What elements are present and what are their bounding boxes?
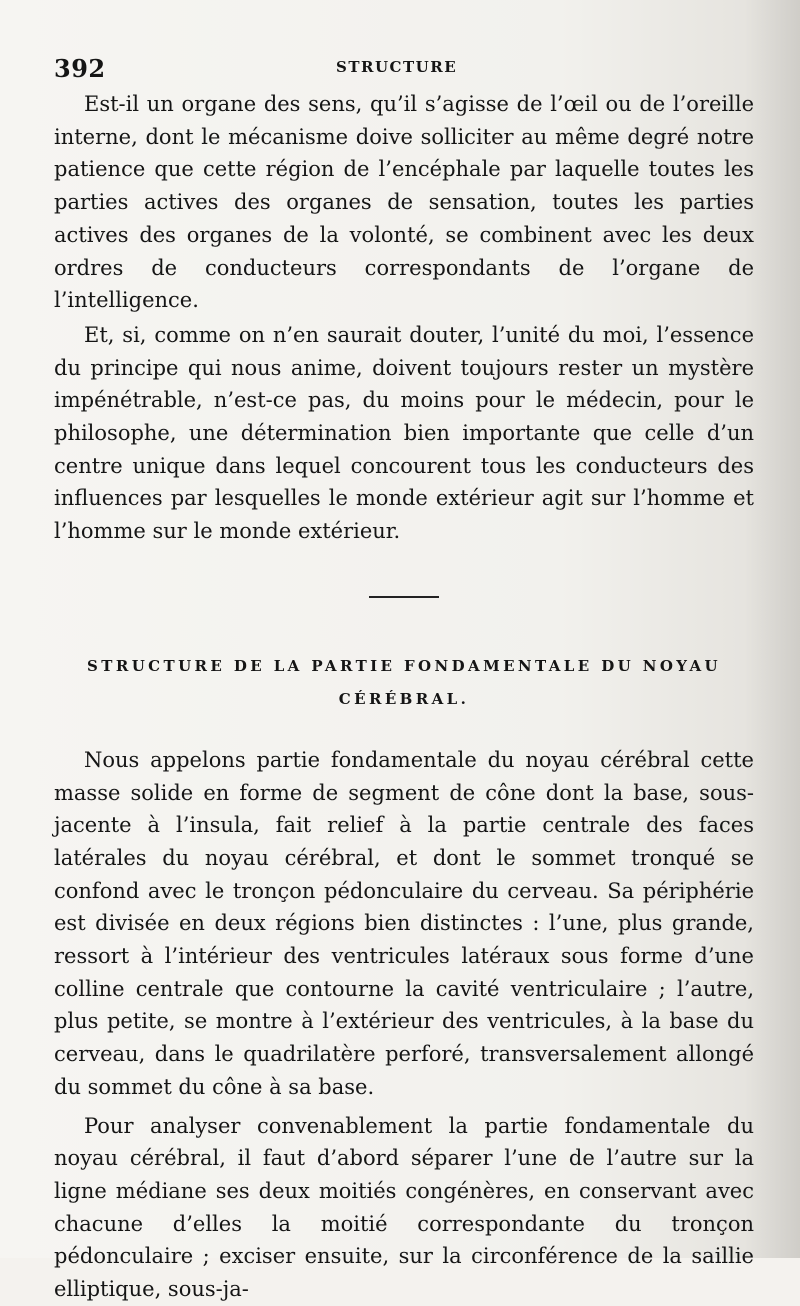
running-title: STRUCTURE [336, 58, 458, 76]
page-number: 392 [54, 54, 106, 83]
page-header [54, 54, 754, 84]
section-heading [54, 650, 754, 716]
paragraph-analysis-method: Pour analyser convenablement la partie fondamentale du noyau cérébral, il faut d’abord séparer l’une de l’autre sur la ligne médiane ses deux moitiés congénères, en conservant avec chacune d’elles la moitié correspondante du tronçon pédonculaire ; exciser ensuite, sur la circonférence de la saillie elliptique, sous-ja- [54, 1113, 754, 1302]
paragraph-fundamental-part-definition: Nous appelons partie fondamentale du noyau cérébral cette masse solide en forme de segment de cône dont la base, sous-jacente à l’insula, fait relief à la partie centrale des faces latérales du noyau cérébral, et dont le sommet tronqué se confond avec le tronçon pédonculaire du cerveau. Sa périphérie est divisée en deux régions bien distinctes : l’une, plus grande, ressort à l’intérieur des ventricules latéraux sous forme d’une colline centrale que contourne la cavité ventriculaire ; l’autre, plus petite, se montre à l’extérieur des ventricules, à la base du cerveau, dans le quadrilatère perforé, transversalement allongé du sommet du cône à sa base. [54, 747, 754, 1099]
paragraph-organ-of-senses: Est-il un organe des sens, qu’il s’agisse de l’œil ou de l’oreille interne, dont le mécanisme doive solliciter au même degré notre patience que cette région de l’encéphale par laquelle toutes les parties actives des organes de sensation, toutes les parties actives des organes de la volonté, se combinent avec les deux ordres de conducteurs correspondants de l’organe de l’intelligence. [54, 92, 754, 313]
section-divider [369, 596, 439, 598]
section-heading-line-2: CÉRÉBRAL. [338, 689, 470, 708]
page-body [54, 88, 754, 1306]
paragraph-unity-of-self: Et, si, comme on n’en saurait douter, l’unité du moi, l’essence du principe qui nous anime, doivent toujours rester un mystère impénétrable, n’est-ce pas, du moins pour le médecin, pour le philosophe, une détermination bien importante que celle d’un centre unique dans lequel concourent tous les conducteurs des influences par lesquelles le monde extérieur agit sur l’homme et l’homme sur le monde extérieur. [54, 322, 754, 544]
section-heading-line-1: STRUCTURE DE LA PARTIE FONDAMENTALE DU NOYAU [87, 656, 721, 675]
